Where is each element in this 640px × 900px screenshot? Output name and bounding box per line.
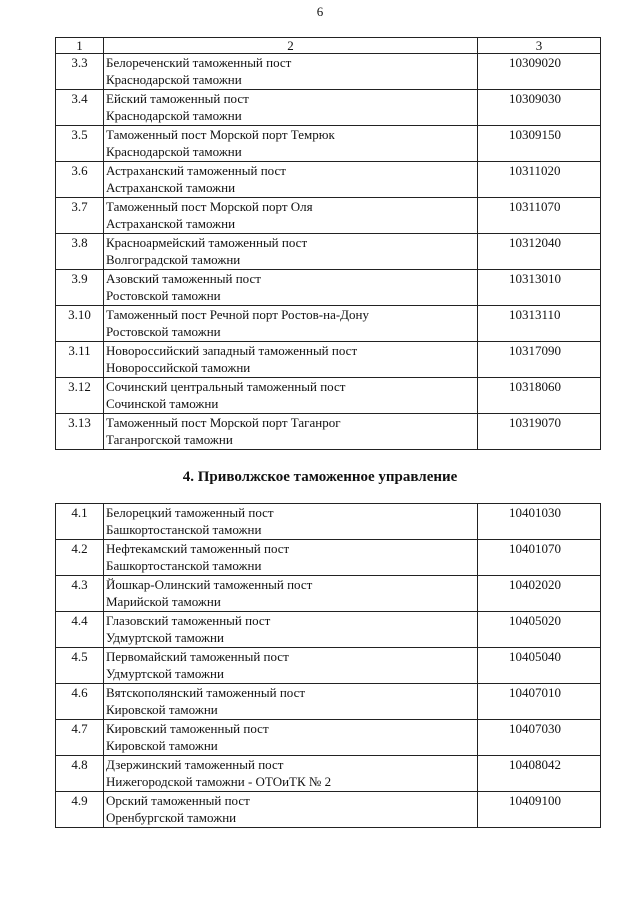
post-name-cell [104, 792, 478, 828]
post-code: 10311070 [478, 198, 601, 234]
row-number: 4.9 [56, 792, 104, 828]
customs-office-name: Удмуртской таможни [106, 666, 224, 681]
table-row [56, 648, 601, 684]
customs-office-name: Кировской таможни [106, 738, 218, 753]
table-row [56, 198, 601, 234]
post-code: 10309150 [478, 126, 601, 162]
post-name: Йошкар-Олинский таможенный пост [106, 577, 313, 592]
post-name: Вятскополянский таможенный пост [106, 685, 306, 700]
post-code: 10311020 [478, 162, 601, 198]
row-number: 3.3 [56, 54, 104, 90]
row-number: 3.8 [56, 234, 104, 270]
row-number: 4.4 [56, 612, 104, 648]
header-col-2: 2 [104, 38, 478, 54]
post-code: 10401030 [478, 504, 601, 540]
post-name: Таможенный пост Речной порт Ростов-на-Дону [106, 307, 369, 322]
post-code: 10401070 [478, 540, 601, 576]
row-number: 4.3 [56, 576, 104, 612]
customs-posts-table-4 [55, 503, 601, 828]
post-name: Азовский таможенный пост [106, 271, 261, 286]
post-code: 10407030 [478, 720, 601, 756]
table-row [56, 756, 601, 792]
table-row [56, 90, 601, 126]
table-row [56, 342, 601, 378]
row-number: 4.6 [56, 684, 104, 720]
table-row [56, 270, 601, 306]
customs-office-name: Марийской таможни [106, 594, 221, 609]
table-row [56, 54, 601, 90]
post-name-cell [104, 234, 478, 270]
post-name: Белорецкий таможенный пост [106, 505, 274, 520]
post-name: Красноармейский таможенный пост [106, 235, 308, 250]
customs-office-name: Таганрогской таможни [106, 432, 233, 447]
post-name: Глазовский таможенный пост [106, 613, 271, 628]
customs-office-name: Нижегородской таможни - ОТОиТК № 2 [106, 774, 332, 789]
row-number: 3.10 [56, 306, 104, 342]
customs-office-name: Краснодарской таможни [106, 108, 242, 123]
post-code: 10405040 [478, 648, 601, 684]
customs-office-name: Ростовской таможни [106, 324, 221, 339]
table-row [56, 162, 601, 198]
row-number: 3.9 [56, 270, 104, 306]
table-row [56, 792, 601, 828]
customs-office-name: Кировской таможни [106, 702, 218, 717]
row-number: 3.6 [56, 162, 104, 198]
section-title: 4. Приволжское таможенное управление [182, 469, 458, 485]
post-name-cell [104, 648, 478, 684]
post-name-cell [104, 90, 478, 126]
table-header-row [56, 38, 601, 54]
row-number: 4.7 [56, 720, 104, 756]
post-name-cell [104, 198, 478, 234]
post-name-cell [104, 306, 478, 342]
post-name: Астраханский таможенный пост [106, 163, 286, 178]
customs-office-name: Сочинской таможни [106, 396, 219, 411]
post-code: 10409100 [478, 792, 601, 828]
post-name-cell [104, 684, 478, 720]
customs-office-name: Волгоградской таможни [106, 252, 241, 267]
post-name: Таможенный пост Морской порт Оля [106, 199, 313, 214]
customs-office-name: Астраханской таможни [106, 180, 236, 195]
row-number: 3.4 [56, 90, 104, 126]
customs-office-name: Башкортостанской таможни [106, 558, 262, 573]
post-name: Таможенный пост Морской порт Темрюк [106, 127, 335, 142]
post-name: Белореченский таможенный пост [106, 55, 292, 70]
customs-office-name: Башкортостанской таможни [106, 522, 262, 537]
post-code: 10405020 [478, 612, 601, 648]
post-name: Кировский таможенный пост [106, 721, 269, 736]
row-number: 4.1 [56, 504, 104, 540]
post-code: 10408042 [478, 756, 601, 792]
post-code: 10317090 [478, 342, 601, 378]
header-col-3: 3 [478, 38, 601, 54]
post-name-cell [104, 756, 478, 792]
post-name-cell [104, 378, 478, 414]
post-name: Таможенный пост Морской порт Таганрог [106, 415, 341, 430]
post-name: Сочинский центральный таможенный пост [106, 379, 346, 394]
post-code: 10313110 [478, 306, 601, 342]
table-row [56, 126, 601, 162]
row-number: 4.2 [56, 540, 104, 576]
post-code: 10318060 [478, 378, 601, 414]
table-row [56, 720, 601, 756]
table-row [56, 234, 601, 270]
post-code: 10309030 [478, 90, 601, 126]
row-number: 3.5 [56, 126, 104, 162]
customs-office-name: Краснодарской таможни [106, 72, 242, 87]
table-row [56, 306, 601, 342]
post-name-cell [104, 126, 478, 162]
customs-office-name: Оренбургской таможни [106, 810, 237, 825]
post-name-cell [104, 540, 478, 576]
post-name-cell [104, 576, 478, 612]
post-name-cell [104, 270, 478, 306]
customs-office-name: Астраханской таможни [106, 216, 236, 231]
post-name: Дзержинский таможенный пост [106, 757, 284, 772]
post-name-cell [104, 720, 478, 756]
post-code: 10407010 [478, 684, 601, 720]
post-name: Первомайский таможенный пост [106, 649, 289, 664]
page-number: 6 [316, 4, 324, 19]
post-name: Новороссийский западный таможенный пост [106, 343, 358, 358]
row-number: 4.8 [56, 756, 104, 792]
post-name-cell [104, 162, 478, 198]
post-name: Орский таможенный пост [106, 793, 250, 808]
row-number: 3.7 [56, 198, 104, 234]
post-name: Ейский таможенный пост [106, 91, 249, 106]
customs-posts-table-3 [55, 37, 601, 450]
post-name: Нефтекамский таможенный пост [106, 541, 290, 556]
customs-office-name: Краснодарской таможни [106, 144, 242, 159]
customs-office-name: Новороссийской таможни [106, 360, 251, 375]
post-name-cell [104, 504, 478, 540]
table-row [56, 612, 601, 648]
customs-office-name: Удмуртской таможни [106, 630, 224, 645]
post-code: 10402020 [478, 576, 601, 612]
row-number: 3.12 [56, 378, 104, 414]
post-code: 10309020 [478, 54, 601, 90]
post-code: 10312040 [478, 234, 601, 270]
post-name-cell [104, 414, 478, 450]
customs-office-name: Ростовской таможни [106, 288, 221, 303]
table-row [56, 684, 601, 720]
table-row [56, 414, 601, 450]
table-row [56, 540, 601, 576]
row-number: 3.11 [56, 342, 104, 378]
post-code: 10319070 [478, 414, 601, 450]
row-number: 4.5 [56, 648, 104, 684]
post-name-cell [104, 54, 478, 90]
header-col-1: 1 [56, 38, 104, 54]
table-row [56, 576, 601, 612]
post-code: 10313010 [478, 270, 601, 306]
post-name-cell [104, 342, 478, 378]
table-row [56, 378, 601, 414]
table-row [56, 504, 601, 540]
row-number: 3.13 [56, 414, 104, 450]
post-name-cell [104, 612, 478, 648]
